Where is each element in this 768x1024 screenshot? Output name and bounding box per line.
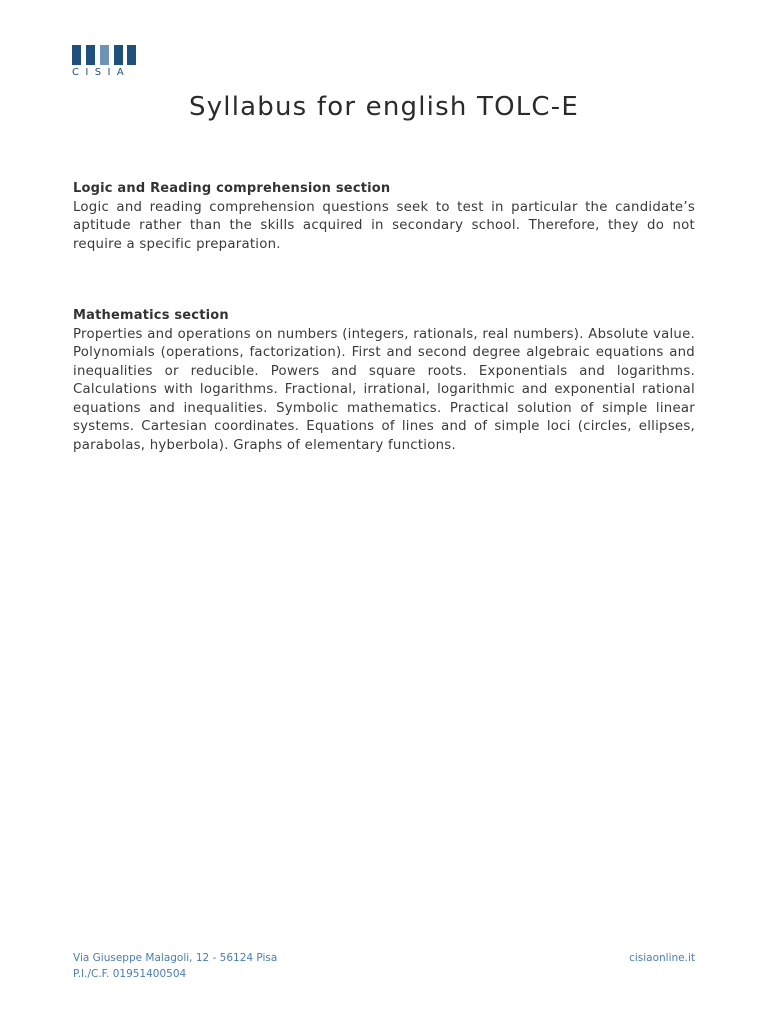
logo-bar (72, 45, 81, 65)
footer-tax-id: P.I./C.F. 01951400504 (73, 967, 187, 980)
logo-bar (100, 45, 109, 65)
mathematics-section (73, 307, 695, 455)
logo-bar (114, 45, 123, 65)
section-heading: Mathematics section (73, 308, 229, 323)
section-heading: Logic and Reading comprehension section (73, 181, 391, 196)
logo-wordmark: CISIA (72, 67, 131, 78)
footer-website-link[interactable]: cisiaonline.it (629, 952, 695, 964)
logo-bars-icon (72, 45, 136, 65)
page-footer (73, 951, 695, 982)
logo-bar (86, 45, 95, 65)
section-body: Properties and operations on numbers (integers, rationals, real numbers). Absolute value. Polynomials (operations, factorization). First and second degree algebraic equations and inequalities or reducible. Powers and square roots. Exponentials and logarithms. Calculations with logarithms. Fractional, irrational, logarithmic and exponential rational equations and inequalities. Symbolic mathematics. Practical solution of simple linear systems. Cartesian coordinates. Equations of lines and of simple loci (circles, ellipses, parabolas, hyberbola). Graphs of elementary functions. (73, 326, 695, 453)
logic-reading-section (73, 180, 695, 254)
footer-address: Via Giuseppe Malagoli, 12 - 56124 Pisa (73, 952, 278, 964)
cisia-logo (72, 45, 138, 79)
page-title: Syllabus for english TOLC-E (189, 92, 579, 122)
logo-bar (127, 45, 136, 65)
section-body: Logic and reading comprehension questions seek to test in particular the candidate’s aptitude rather than the skills acquired in secondary school. Therefore, they do not require a specific preparation. (73, 199, 695, 252)
footer-address-block (73, 951, 277, 982)
